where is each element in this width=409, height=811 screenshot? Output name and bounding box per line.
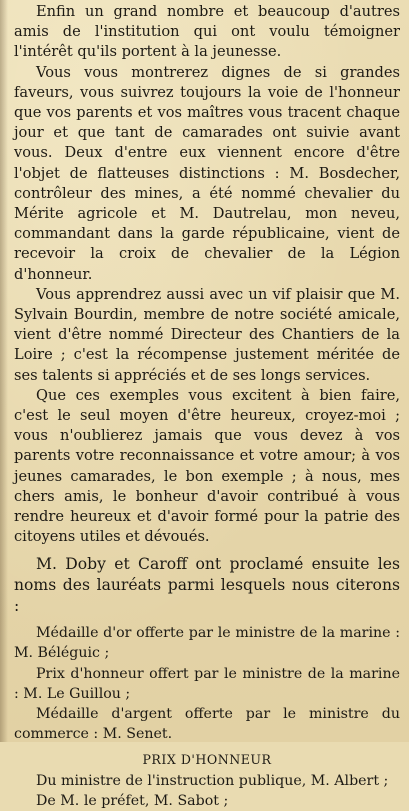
paragraph-honneur: Vous vous montrerez dignes de si grandes faveurs, vous suivrez toujours la voie de l'honneur que vos parents et vos maîtres vous tracent chaque jour et que tant de camarades ont suivie avant vous. Deux d'entre eux viennent encore d'être l'objet de flatteuses distinctions : M. Bosdecher, contrôleur des mines, a été nommé chevalier du Mérite agricole et M. Dautrelau, mon neveu, commandant dans la garde républicaine, vient de recevoir la croix de chevalier de la Légion d'honneur. — [14, 63, 400, 283]
article-column — [14, 2, 400, 811]
award-medaille-or: Médaille d'or offerte par le ministre de la marine : M. Béléguic ; — [14, 625, 400, 662]
award-medaille-argent: Médaille d'argent offerte par le ministre du commerce : M. Senet. — [14, 706, 400, 743]
paragraph-exemples: Que ces exemples vous excitent à bien faire, c'est le seul moyen d'être heureux, croyez-moi ; vous n'oublierez jamais que vous devez à vos parents votre reconnaissance et votre amour; à vos jeunes camarades, le bon exemple ; à nous, mes chers amis, le bonheur d'avoir contribué à vous rendre heureux et d'avoir formé pour la patrie des citoyens utiles et dévoués. — [14, 386, 400, 546]
page-edge-shadow — [0, 0, 8, 742]
paragraph-thanks: Enfin un grand nombre et beaucoup d'autres amis de l'institution qui ont voulu témoigner l'intérêt qu'ils portent à la jeunesse. — [14, 3, 400, 61]
paragraph-laureats: M. Doby et Caroff ont proclamé ensuite les noms des lauréats parmi lesquels nous citerons : — [14, 555, 400, 615]
prize-instruction-publique: Du ministre de l'instruction publique, M. Albert ; — [36, 772, 389, 789]
paragraph-bourdin: Vous apprendrez aussi avec un vif plaisir que M. Sylvain Bourdin, membre de notre société amicale, vient d'être nommé Directeur des Chantiers de la Loire ; c'est la récompense justement méritée de ses talents si appréciés et de ses longs services. — [14, 285, 400, 384]
award-prix-honneur: Prix d'honneur offert par le ministre de la marine : M. Le Guillou ; — [14, 665, 400, 702]
prize-prefet: De M. le préfet, M. Sabot ; — [36, 792, 229, 809]
section-heading: PRIX D'HONNEUR — [142, 752, 272, 768]
